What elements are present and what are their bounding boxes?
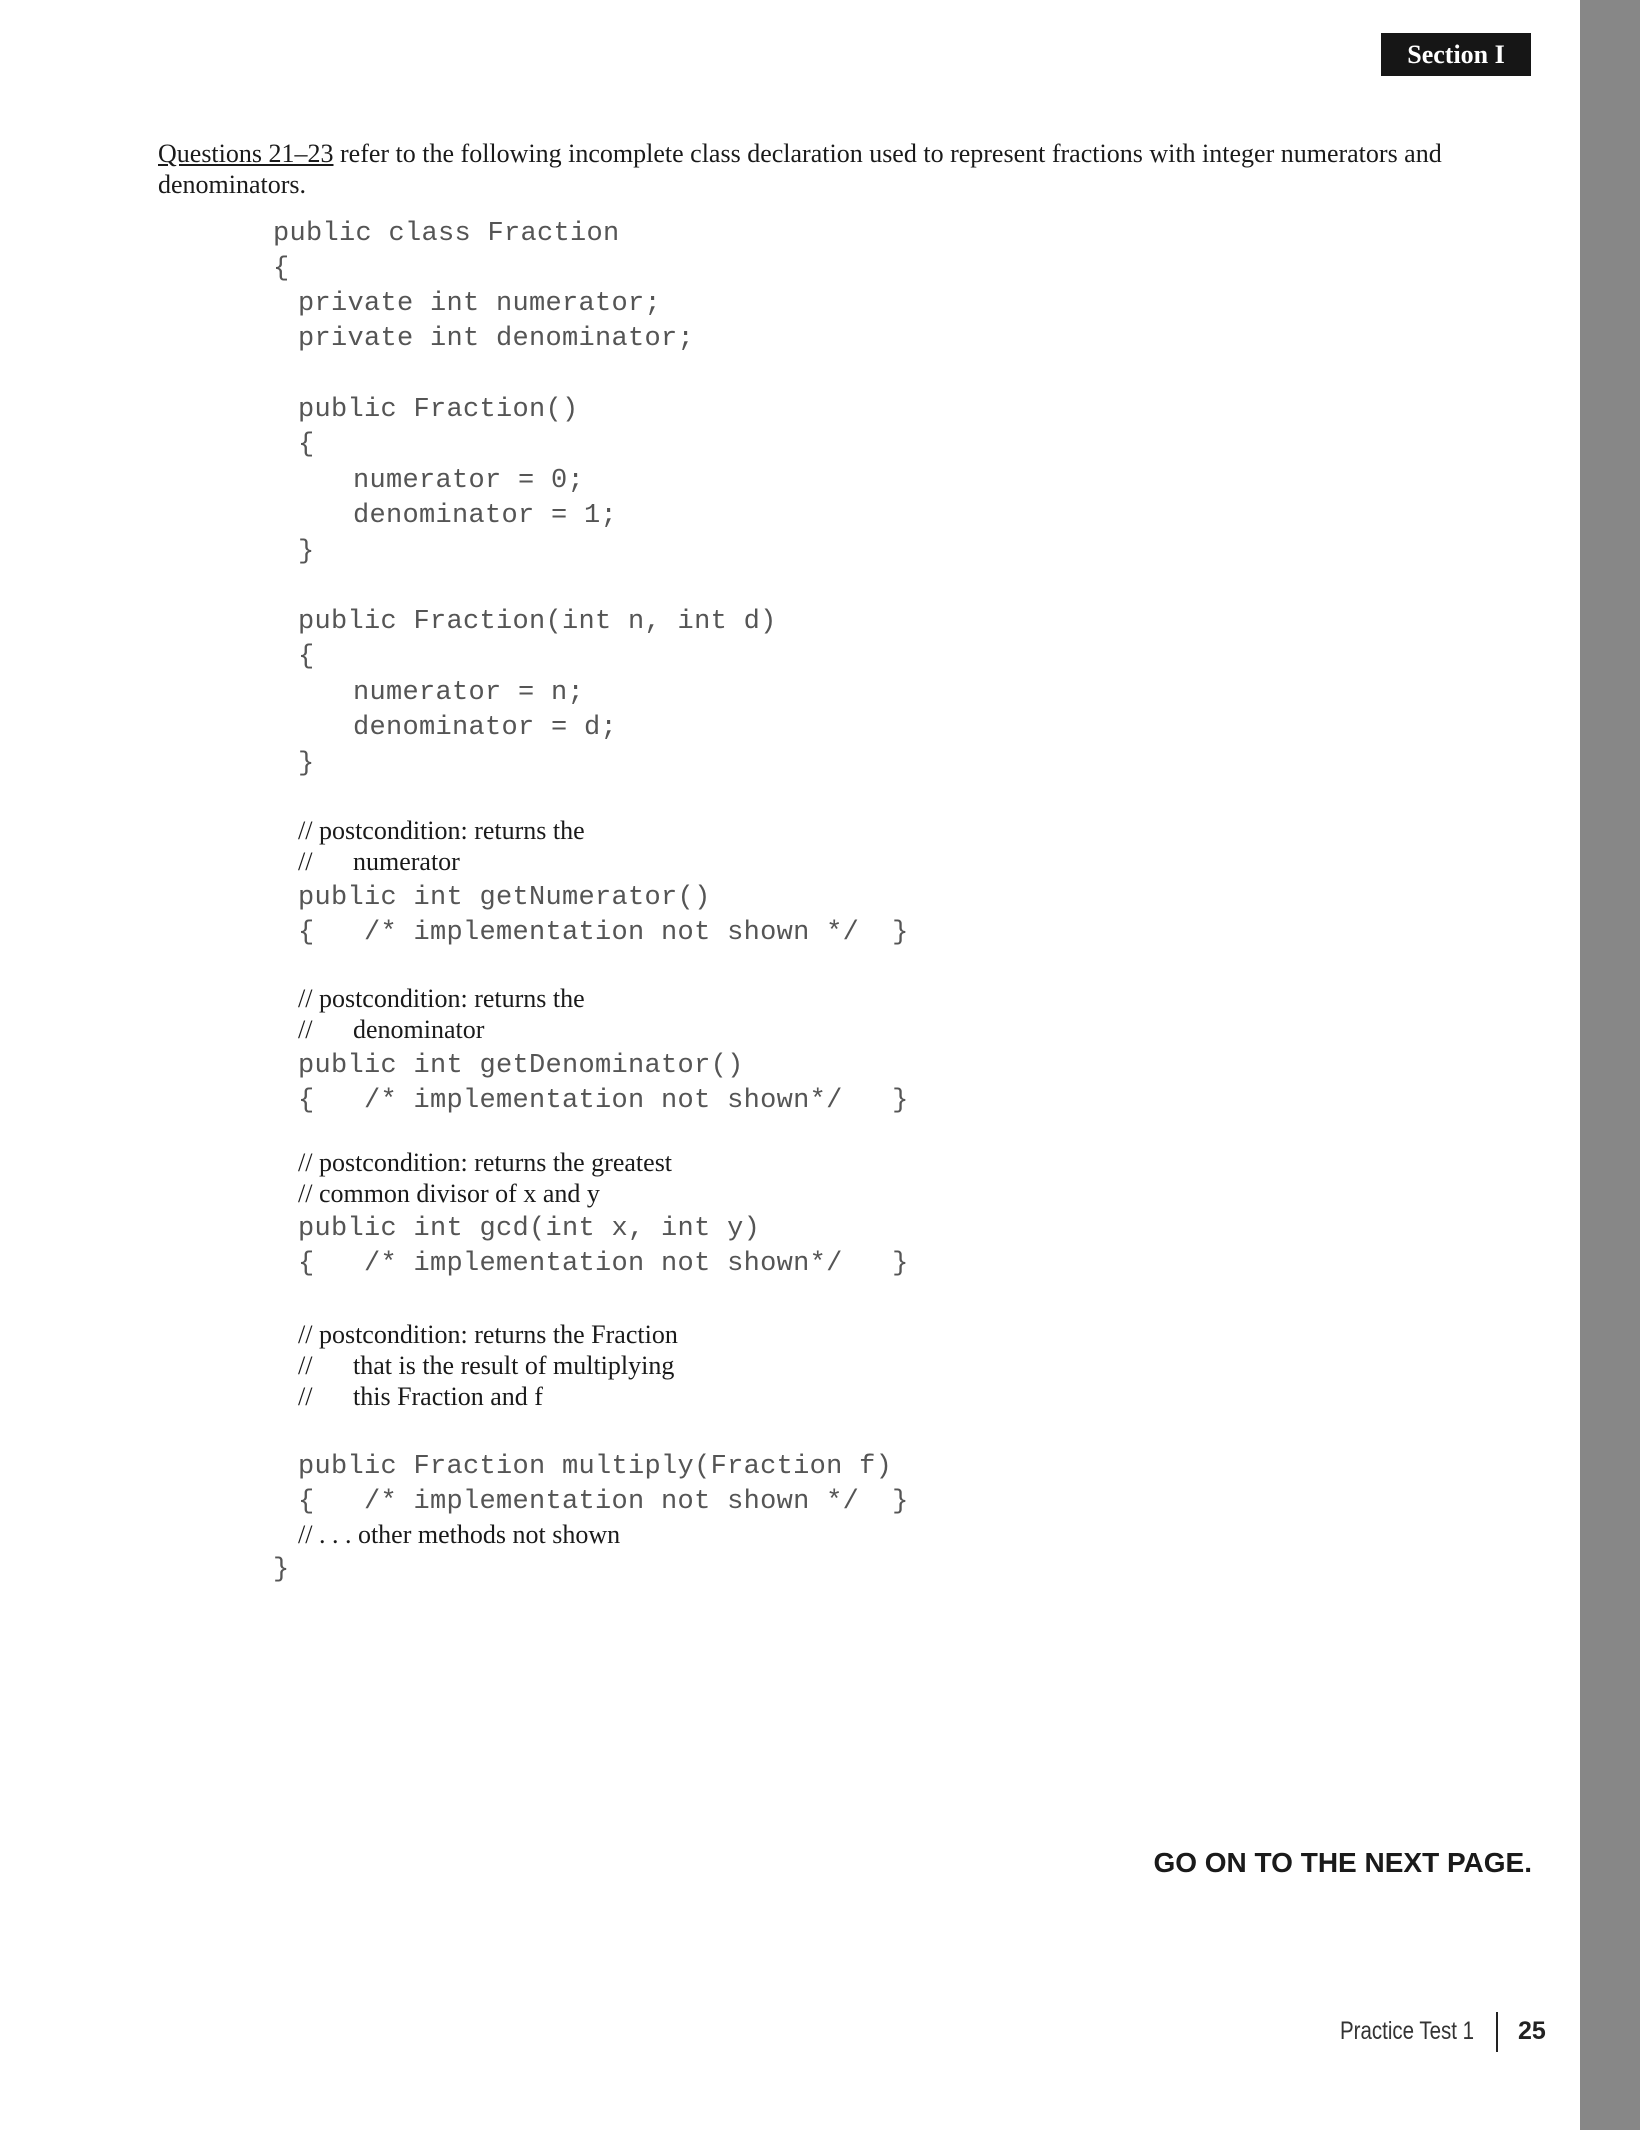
field-numerator: private int numerator; (298, 289, 662, 319)
intro-text: refer to the following incomplete class declaration used to represent fractions with integer numerators and denominators. (158, 139, 1442, 199)
comment-prefix: // (298, 1382, 313, 1411)
comment-text: this Fraction and f (353, 1382, 543, 1411)
arg-constructor-close: } (298, 749, 315, 779)
gcd-comment-2: // common divisor of x and y (298, 1179, 600, 1208)
default-constructor-close: } (298, 537, 315, 567)
comment-prefix: // (298, 1015, 313, 1044)
gcd-comment-1: // postcondition: returns the greatest (298, 1148, 673, 1177)
multiply-comment-1: // postcondition: returns the Fraction (298, 1320, 678, 1349)
multiply-body: { /* implementation not shown */ } (298, 1487, 909, 1517)
comment-text: that is the result of multiplying (353, 1351, 675, 1380)
gcd-signature: public int gcd(int x, int y) (298, 1214, 761, 1244)
class-open-brace: { (273, 254, 290, 284)
default-constructor-signature: public Fraction() (298, 395, 579, 425)
getdenominator-signature: public int getDenominator() (298, 1051, 744, 1081)
comment-prefix: // (298, 1351, 313, 1380)
multiply-comment-2 (298, 1351, 674, 1381)
default-constructor-line-2: denominator = 1; (353, 501, 618, 531)
class-close-brace: } (273, 1555, 290, 1585)
getnumerator-body: { /* implementation not shown */ } (298, 918, 909, 948)
default-constructor-line-1: numerator = 0; (353, 466, 585, 496)
arg-constructor-signature: public Fraction(int n, int d) (298, 607, 777, 637)
class-header: public class Fraction (273, 219, 620, 249)
arg-constructor-line-2: denominator = d; (353, 713, 618, 743)
other-methods-comment: // . . . other methods not shown (298, 1520, 621, 1549)
comment-prefix: // (298, 847, 313, 876)
footer-divider (1496, 2012, 1498, 2052)
question-reference: Questions 21–23 (158, 139, 334, 168)
question-intro (158, 138, 1458, 200)
gcd-body: { /* implementation not shown*/ } (298, 1249, 909, 1279)
arg-constructor-line-1: numerator = n; (353, 678, 585, 708)
getdenominator-body: { /* implementation not shown*/ } (298, 1086, 909, 1116)
comment-text: numerator (353, 847, 460, 876)
page-edge-bar (1580, 0, 1640, 2130)
go-on-next-page: GO ON TO THE NEXT PAGE. (1153, 1847, 1532, 1878)
getnumerator-signature: public int getNumerator() (298, 883, 711, 913)
practice-test-label: Practice Test 1 (1340, 2017, 1475, 2045)
getdenominator-comment-1: // postcondition: returns the (298, 984, 585, 1013)
multiply-signature: public Fraction multiply(Fraction f) (298, 1452, 893, 1482)
arg-constructor-open: { (298, 642, 315, 672)
getdenominator-comment-2 (298, 1015, 484, 1045)
comment-text: denominator (353, 1015, 485, 1044)
page-number: 25 (1518, 2017, 1546, 2045)
getnumerator-comment-2 (298, 847, 460, 877)
default-constructor-open: { (298, 430, 315, 460)
getnumerator-comment-1: // postcondition: returns the (298, 816, 585, 845)
section-label: Section I (1381, 33, 1531, 76)
multiply-comment-3 (298, 1382, 543, 1412)
field-denominator: private int denominator; (298, 324, 695, 354)
